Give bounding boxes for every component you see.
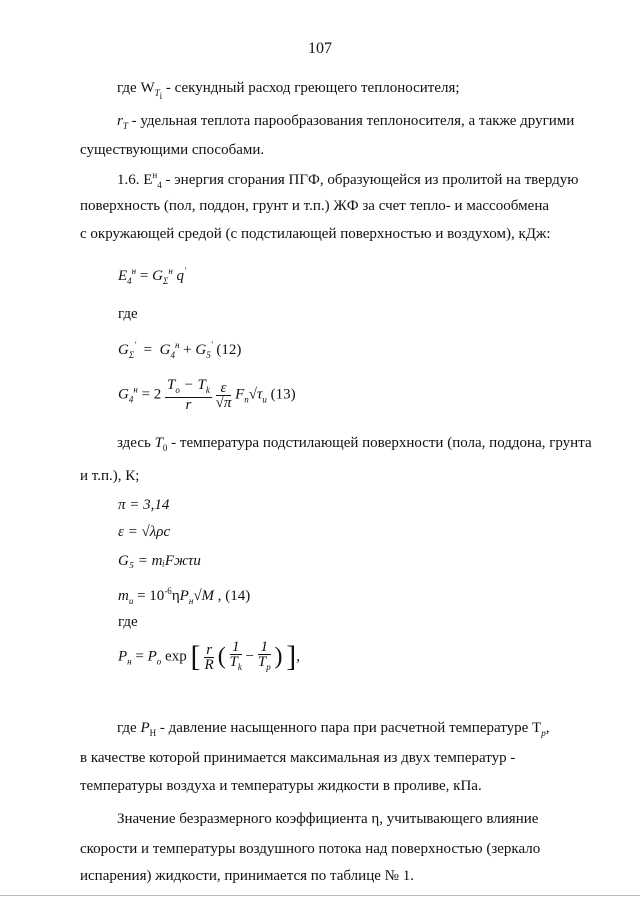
text-line-3: существующими способами.: [80, 142, 265, 158]
where-label-1: где: [118, 306, 138, 322]
equation-pn: $P_н = P_o$ exp [ $\frac{r}{R}$ ( $\frac{1}{T_k}$ − $\frac{1}{T_p}$ ) ],: [118, 639, 300, 673]
text-line-1: где $W_{T_i}$ - секундный расход греющего теплоносителя;: [117, 80, 460, 101]
text-line-8: и т.п.), К;: [80, 468, 140, 484]
equation-pi: π = 3,14: [118, 497, 170, 513]
equation-12: $G_\Sigma' = G_4^н + G_5'$ (12): [118, 340, 242, 360]
page-number: 107: [308, 40, 332, 57]
text-line-11: температуры воздуха и температуры жидкости в проливе, кПа.: [80, 778, 482, 794]
text-line-7: здесь $T_0$ - температура подстилающей поверхности (пола, поддона, грунта: [117, 435, 592, 453]
text-line-2: $r_T$ - удельная теплота парообразования теплоносителя, а также другими: [117, 113, 575, 131]
text-line-6: с окружающей средой (с подстилающей поверхностью и воздухом), кДж:: [80, 226, 551, 242]
text-line-10: в качестве которой принимается максимальная из двух температур -: [80, 750, 516, 766]
text-line-4: 1.6. $E^н_4$ - энергия сгорания ПГФ, образующейся из пролитой на твердую: [117, 170, 579, 190]
text-line-14: испарения) жидкости, принимается по таблице № 1.: [80, 868, 414, 884]
equation-g5: G₅ = mᵢFжτи: [118, 553, 201, 569]
equation-epsilon: ε = √λρc: [118, 524, 171, 540]
equation-14: $m_и = 10^{-6}\eta P_н√M$ , (14): [118, 586, 251, 606]
text-line-12: Значение безразмерного коэффициента η, учитывающего влияние: [117, 811, 539, 827]
page-bottom-edge: [0, 895, 640, 896]
text-line-5: поверхность (пол, поддон, грунт и т.п.) ЖФ за счет тепло- и массообмена: [80, 198, 550, 214]
text-line-9: где $P_H$ - давление насыщенного пара при расчетной температуре $Т_p$,: [117, 720, 550, 738]
equation-11: $E_4^н = G_\Sigma^н$ q': [118, 266, 186, 286]
text-line-13: скорости и температуры воздушного потока над поверхностью (зеркало: [80, 841, 541, 857]
equation-13: $G_4^н = 2$ $\frac{T_o - T_k}{r}$ $\frac{\varepsilon}{√\pi}$ $F_n√\tau_и$ (13): [118, 377, 296, 413]
where-label-2: где: [118, 614, 138, 630]
